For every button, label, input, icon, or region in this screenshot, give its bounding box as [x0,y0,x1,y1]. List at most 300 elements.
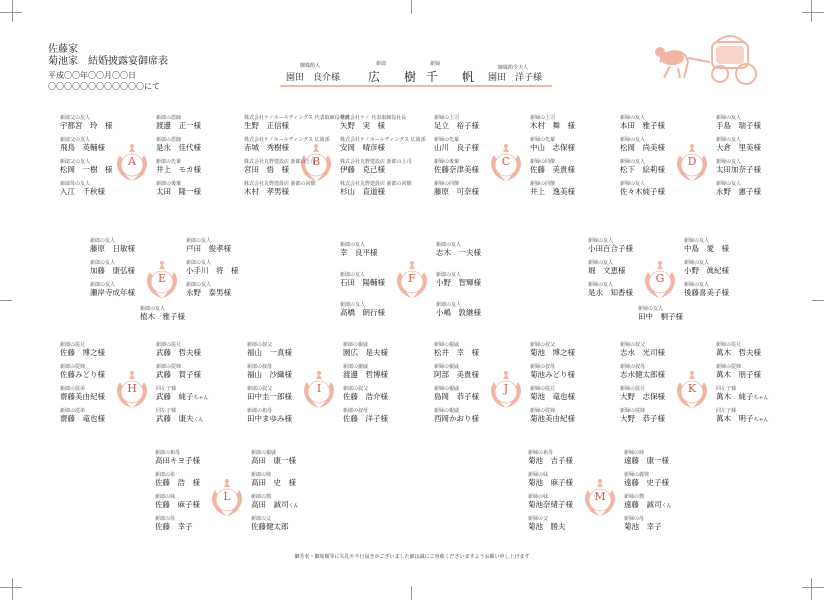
guest-name: 後藤喜美子様 [684,288,729,297]
guest-entry [530,342,575,357]
guest-entry [434,159,479,174]
guest-name: 佐藤 洋子様 [343,414,388,423]
crop-mark [411,0,412,14]
guest-role: 新婦の友人 [588,260,614,266]
guest-role: 新郎の父 [251,516,272,522]
guest-entry [620,408,665,423]
guest-role: 新郎の祖母 [155,450,181,456]
guest-role: 新婦の妹 [528,494,549,500]
guest-entry [530,115,575,130]
crop-mark [812,300,824,301]
guest-entry [716,115,761,130]
guest-role: 新郎の叔母 [343,408,369,414]
guest-role: 新婦の叔母 [530,364,556,370]
guest-name: 小野 眞紀様 [684,266,729,275]
guest-entry [60,342,105,357]
guest-entry [620,364,665,379]
guest-entry [434,181,479,196]
guest-entry [530,159,575,174]
guest-name: 菊池 麻子様 [528,478,573,487]
guest-entry [530,181,575,196]
guest-role: 新郎の従姉 [60,364,86,370]
guest-name: 武藤 純子ちゃん [156,392,209,401]
guest-name: 永野 泰男様 [186,288,231,297]
guest-entry [434,342,479,357]
guest-name: 井上 逸美様 [530,187,575,196]
crop-mark [802,587,824,588]
guest-entry [156,342,201,357]
crop-mark [0,587,22,588]
guest-role: 新郎の親戚 [343,364,369,370]
guest-entry [155,450,200,465]
guest-entry [530,408,575,423]
table-letter: G [655,272,665,285]
date-line: 平成〇〇年〇〇月〇〇日 [48,71,136,80]
crop-mark [0,12,22,13]
guest-name: 加藤 康弘様 [90,266,135,275]
table-wreath-icon [486,143,526,183]
guest-role: 新郎の友人 [90,260,116,266]
guest-entry [60,181,105,196]
matchmaker-name: 園田 良介様 [286,73,341,83]
guest-entry [716,342,761,357]
guest-name: 佐藤みどり様 [60,370,105,379]
guest-entry [343,386,388,401]
guest-entry [588,260,626,275]
guest-entry [620,115,665,130]
crop-mark [411,586,412,600]
guest-role: 新郎の妹 [155,494,176,500]
guest-entry [684,260,729,275]
guest-role: 新郎の恩師 [156,137,182,143]
guest-role: 新郎の親戚 [251,450,277,456]
matchmaker-role: 御媒酌人 [300,63,321,69]
guest-role: 新婦の友人 [684,282,710,288]
guest-entry [528,472,573,487]
guest-name: 木村 孝男様 [244,187,289,196]
guest-entry [244,159,316,174]
guest-name: 是永 知香様 [588,288,633,297]
guest-entry [244,115,350,130]
matchmaker-wife-role: 御媒酌令夫人 [498,65,529,71]
guest-name: 是永 佳代様 [156,143,201,152]
guest-name: 菊池 勝夫 [528,522,566,531]
guest-name: 佐藤奈津美様 [434,165,479,174]
guest-role: 株式会社ケノホールディングス 代表取締役専務 [244,115,350,121]
guest-role: 新婦の友人 [620,181,646,187]
guest-entry [716,181,761,196]
guest-name: 宇都宮 玲 様 [60,121,113,130]
guest-role: 新郎の友人 [436,272,462,278]
guest-name: 伊藤 克己様 [340,165,385,174]
guest-name: 入江 千秋様 [60,187,105,196]
guest-name: 志水健太郎様 [620,370,665,379]
table-letter: H [127,382,137,395]
guest-entry [140,306,185,321]
guest-name: 渡邊 正一様 [156,121,201,130]
guest-name: 大倉 里美様 [716,143,761,152]
footer-note: 御芳名・御席順等に失礼や不行届きがございました節は誠にご容赦くださいますようお願い申し上げます [294,554,530,560]
guest-honorific: ちゃん [753,417,769,423]
guest-role: 新郎の姉 [251,472,272,478]
guest-honorific: くん [288,503,299,509]
guest-name: 植木 雅子様 [140,312,185,321]
guest-entry [156,408,204,425]
guest-role: 新婦の友人 [638,306,664,312]
guest-name: 山川 良子様 [434,143,479,152]
guest-role: 新婦の従姉 [716,364,742,370]
guest-entry [186,282,231,297]
guest-name: 齋藤 竜也様 [60,414,105,423]
guest-name: 渡邊 哲博様 [343,370,388,379]
guest-name: 菊池美由紀様 [530,414,575,423]
table-wreath-icon [142,260,182,300]
guest-honorific: くん [193,417,204,423]
guest-role: 新婦の従姉 [620,408,646,414]
guest-role: 新婦の甥 [624,494,645,500]
guest-role: 新婦の友人 [684,238,710,244]
guest-entry [156,137,201,152]
guest-name: 大野 恭子様 [620,414,665,423]
guest-role: 新婦の友人 [716,159,742,165]
guest-name: 小野 智輝様 [436,278,481,287]
table-wreath-icon [392,260,432,300]
guest-role: 新郎の叔母 [247,364,273,370]
guest-entry [716,137,761,152]
guest-entry [528,516,566,531]
guest-role: 新婦の妹 [528,472,549,478]
table-letter: D [687,155,697,168]
guest-role: 新婦の同僚 [530,159,556,165]
guest-role: 新郎の友人 [90,282,116,288]
bride-role: 新婦 [430,61,441,67]
guest-entry [528,450,573,465]
table-letter: K [687,382,697,395]
guest-name: 佐藤健太郎 [251,522,289,531]
table-letter: L [223,490,231,503]
guest-name: 井上 モカ様 [156,165,201,174]
guest-role: 新郎の友人 [140,306,166,312]
guest-role: 新郎の友人 [186,260,212,266]
guest-name: 佐々木純子様 [620,187,665,196]
guest-name: 杉山 直道様 [340,187,385,196]
guest-entry [624,472,669,487]
guest-name: 佐藤 麻子様 [155,500,200,509]
guest-entry [340,159,412,174]
guest-entry [155,472,200,487]
guest-entry [434,408,479,423]
guest-role: 新郎の祖母 [247,408,273,414]
guest-entry [340,137,426,152]
guest-role: 新婦の友人 [716,181,742,187]
table-letter: C [501,155,511,168]
guest-name: 萬木 明子ちゃん [716,414,769,423]
crop-mark [12,0,13,22]
guest-name: 戸田 俊孝様 [186,244,231,253]
guest-entry [247,408,292,423]
guest-role: 新郎の従弟 [60,408,86,414]
guest-role: 新婦の同僚 [434,181,460,187]
guest-entry [60,408,105,423]
guest-role: 新郎の後輩 [156,181,182,187]
guest-entry [156,386,209,403]
guest-role: 新婦の友人 [684,260,710,266]
guest-entry [155,494,200,509]
guest-entry [684,282,729,297]
guest-name: 生野 正信様 [244,121,289,130]
table-wreath-icon [672,370,712,410]
guest-entry [60,386,105,401]
guest-name: 幸 良平様 [340,248,378,257]
table-wreath-icon [299,370,339,410]
groom-role: 新郎 [376,61,387,67]
guest-entry [156,159,201,174]
guest-entry [530,386,575,401]
table-letter: A [128,155,136,168]
guest-name: 菊池みどり様 [530,370,575,379]
guest-entry [624,516,662,531]
guest-name: 堀 文恵様 [588,266,626,275]
table-letter: I [316,382,322,395]
guest-name: 佐藤 浩介様 [343,392,388,401]
guest-role: 新婦の上司 [530,115,556,121]
guest-name: 宮田 悟 様 [244,165,289,174]
guest-entry [156,364,201,379]
guest-role: 新郎父の友人 [60,137,91,143]
crop-mark [811,0,812,22]
guest-name: 太田加奈子様 [716,165,761,174]
guest-name: 菊池 幸子 [624,522,662,531]
guest-name: 齋藤美由紀様 [60,392,105,401]
guest-entry [588,282,633,297]
table-wreath-icon [672,143,712,183]
guest-entry [343,364,388,379]
guest-role: 新婦の友人 [588,238,614,244]
guest-entry [716,159,761,174]
guest-name: 阿部 美貴様 [434,370,479,379]
guest-role: 同左子様 [716,386,737,392]
guest-entry [60,137,105,152]
guest-name: 高田 誠司くん [251,500,299,509]
main-table [280,60,552,86]
family-names [48,44,78,68]
guest-name: 佐藤 幸子 [155,522,193,531]
guest-role: 新婦の従姉 [530,408,556,414]
guest-entry [620,137,665,152]
guest-role: 新婦の友人 [620,115,646,121]
crop-mark [12,578,13,600]
guest-name: 志水 光司様 [620,348,665,357]
guest-name: 島岡 恭子様 [434,392,479,401]
table-letter: B [311,155,321,168]
guest-role: 株式会社丸野建設店 新郎の上司 [340,159,412,165]
guest-role: 同左子様 [156,408,177,414]
guest-entry [90,238,135,253]
guest-name: 萬木 純子ちゃん [716,392,769,401]
guest-role: 新郎父の友人 [60,159,91,165]
guest-entry [620,159,665,174]
guest-role: 新婦の従兄 [620,386,646,392]
guest-entry [340,272,385,287]
carriage-illustration [650,22,770,92]
table-wreath-icon [486,370,526,410]
guest-entry [186,238,231,253]
guest-entry [340,242,378,257]
guest-name: 菊池奈緒子様 [528,500,573,509]
guest-role: 新婦の友人 [620,137,646,143]
guest-name: 高田 康一様 [251,456,296,465]
guest-name: 高田キヨ子様 [155,456,200,465]
guest-entry [620,386,665,401]
guest-role: 新郎の友人 [186,238,212,244]
guest-role: 新郎の先輩 [156,159,182,165]
guest-entry [343,342,388,357]
guest-entry [244,181,316,196]
table-wreath-icon [207,478,247,518]
guest-name: 田中 桐子様 [638,312,683,321]
guest-role: 新婦の先輩 [530,137,556,143]
guest-entry [155,516,193,531]
guest-name: 菊池 竜也様 [530,392,575,401]
guest-name: 矢野 実 様 [340,121,385,130]
guest-role: 新婦の上司 [434,115,460,121]
guest-entry [251,516,289,531]
guest-entry [340,302,385,317]
guest-role: 株式会社ケノホールディングス 広報部 [340,137,426,143]
guest-role: 新郎の従兄 [60,342,86,348]
table-letter: J [503,382,509,395]
guest-name: 佐藤 博之様 [60,348,105,357]
guest-name: 藤原 可奈様 [434,187,479,196]
guest-entry [434,386,479,401]
guest-role: 新婦の従兄 [716,342,742,348]
guest-entry [684,238,729,253]
guest-role: 新婦の先輩 [434,137,460,143]
guest-entry [247,386,292,401]
guest-role: 新郎の叔父 [343,386,369,392]
guest-entry [90,260,135,275]
guest-role: 株式会社ケノ 代表取締役社長 [340,115,407,121]
guest-name: 高田 史 様 [251,478,296,487]
guest-name: 田中圭一郎様 [247,392,292,401]
document-title: 結婚披露宴御席表 [88,56,168,67]
guest-role: 新郎の親戚 [343,342,369,348]
guest-name: 手島 瑞子様 [716,121,761,130]
guest-name: 佐藤 浩 様 [155,478,200,487]
guest-entry [340,181,412,196]
table-letter: M [594,490,606,503]
guest-role: 新郎の友人 [436,242,462,248]
guest-role: 新郎の叔父 [247,386,273,392]
guest-name: 小嶋 敦継様 [436,308,481,317]
guest-name: 大野 志保様 [620,392,665,401]
table-wreath-icon [580,478,620,518]
guest-role: 新郎の叔父 [247,342,273,348]
guest-name: 松井 幸 様 [434,348,479,357]
guest-name: 安岡 晴彦様 [340,143,385,152]
crop-mark [802,12,824,13]
guest-role: 新婦の同僚 [530,181,556,187]
guest-name: 高橋 朗行様 [340,308,385,317]
guest-name: 飛鳥 英輔様 [60,143,105,152]
guest-name: 中山 志保様 [530,143,575,152]
guest-role: 新郎の友人 [340,302,366,308]
guest-name: 木村 舞 様 [530,121,575,130]
guest-entry [251,494,299,511]
guest-name: 福山 一真様 [247,348,292,357]
guest-name: 中島 愛 様 [684,244,729,253]
crop-mark [0,300,12,301]
guest-name: 松岡 一樹 様 [60,165,113,174]
crop-mark [811,578,812,600]
guest-role: 新婦の親戚 [434,342,460,348]
guest-name: 田中まゆみ様 [247,414,292,423]
guest-entry [156,115,201,130]
guest-entry [624,494,672,511]
guest-name: 菊池 吉子様 [528,456,573,465]
table-wreath-icon [640,260,680,300]
family-groom: 佐藤家 [48,44,78,55]
guest-name: 小田百合子様 [588,244,633,253]
guest-role: 新婦の従兄 [530,386,556,392]
guest-role: 株式会社丸野建設店 新郎の同僚 [244,181,316,187]
guest-entry [620,181,665,196]
guest-role: 同左子様 [156,386,177,392]
table-wreath-icon [112,143,152,183]
guest-entry [251,450,296,465]
guest-entry [620,342,665,357]
guest-entry [624,450,669,465]
guest-entry [716,364,761,379]
guest-role: 新婦の義姉 [624,472,650,478]
guest-role: 同左子様 [716,408,737,414]
guest-honorific: くん [661,503,672,509]
bride-name: 千 帆 [426,70,481,84]
guest-entry [436,242,481,257]
guest-name: 遠藤 誠司くん [624,500,672,509]
guest-entry [60,364,105,379]
guest-role: 新郎の友人 [186,282,212,288]
guest-role: 新婦の親戚 [434,408,460,414]
guest-entry [186,260,239,275]
guest-name: 本田 雅子様 [620,121,665,130]
guest-entry [60,159,113,174]
guest-entry [434,364,479,379]
guest-entry [436,272,481,287]
guest-role: 新婦の叔母 [620,364,646,370]
guest-name: 遠藤 史子様 [624,478,669,487]
guest-role: 新婦の父 [528,516,549,522]
guest-role: 新郎の従弟 [60,386,86,392]
guest-entry [340,115,406,130]
guest-entry [638,306,683,321]
guest-entry [343,408,388,423]
guest-role: 新郎の友人 [340,242,366,248]
guest-role: 新婦の叔父 [530,342,556,348]
guest-role: 新婦の親戚 [434,386,460,392]
guest-entry [528,494,573,509]
guest-entry [90,282,135,297]
guest-name: 武藤 哲夫様 [156,348,201,357]
table-wreath-icon [112,370,152,410]
guest-role: 新郎母の友人 [60,181,91,187]
guest-role: 新郎の従兄 [156,342,182,348]
guest-role: 新郎の従姉 [156,364,182,370]
groom-name: 広 樹 [368,70,423,84]
guest-name: 太田 隆一様 [156,187,201,196]
guest-entry [434,137,479,152]
guest-name: 永野 憲子様 [716,187,761,196]
